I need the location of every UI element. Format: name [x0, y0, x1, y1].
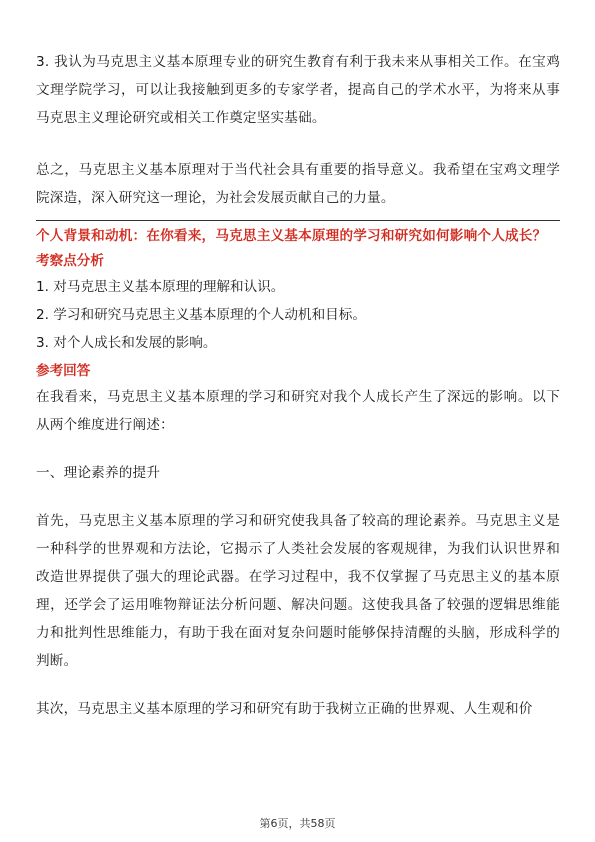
answer-heading: 参考回答: [36, 363, 91, 379]
analysis-item: 1. 对马克思主义基本原理的理解和认识。: [36, 279, 285, 295]
paragraph-point-3: 3. 我认为马克思主义基本原理专业的研究生教育有利于我未来从事相关工作。在宝鸡文理学院学习，可以让我接触到更多的专家学者，提高自己的学术水平，为将来从事马克思主义理论研究或相关工作奠定坚实基础。: [36, 54, 560, 126]
section-divider: [36, 220, 560, 221]
page-footer: 第6页，共58页: [259, 817, 336, 830]
document-page: [36, 48, 560, 723]
question-title: 个人背景和动机：在你看来，马克思主义基本原理的学习和研究如何影响个人成长？: [36, 228, 547, 244]
answer-paragraph-2: 其次，马克思主义基本原理的学习和研究有助于我树立正确的世界观、人生观和价: [36, 701, 533, 717]
paragraph-conclusion: 总之，马克思主义基本原理对于当代社会具有重要的指导意义。我希望在宝鸡文理学院深造，深入研究这一理论，为社会发展贡献自己的力量。: [36, 162, 560, 206]
analysis-item: 2. 学习和研究马克思主义基本原理的个人动机和目标。: [36, 307, 366, 323]
answer-paragraph-1: 首先，马克思主义基本原理的学习和研究使我具备了较高的理论素养。马克思主义是一种科学的世界观和方法论，它揭示了人类社会发展的客观规律，为我们认识世界和改造世界提供了强大的理论武器。在学习过程中，我不仅掌握了马克思主义的基本原理，还学会了运用唯物辩证法分析问题、解决问题。这使我具备了较强的逻辑思维能力和批判性思维能力，有助于我在面对复杂问题时能够保持清醒的头脑，形成科学的判断。: [36, 513, 560, 669]
analysis-item: 3. 对个人成长和发展的影响。: [36, 335, 217, 351]
answer-intro: 在我看来，马克思主义基本原理的学习和研究对我个人成长产生了深远的影响。以下从两个维度进行阐述：: [36, 389, 560, 433]
answer-subheading: 一、理论素养的提升: [36, 465, 161, 481]
analysis-heading: 考察点分析: [36, 253, 104, 269]
